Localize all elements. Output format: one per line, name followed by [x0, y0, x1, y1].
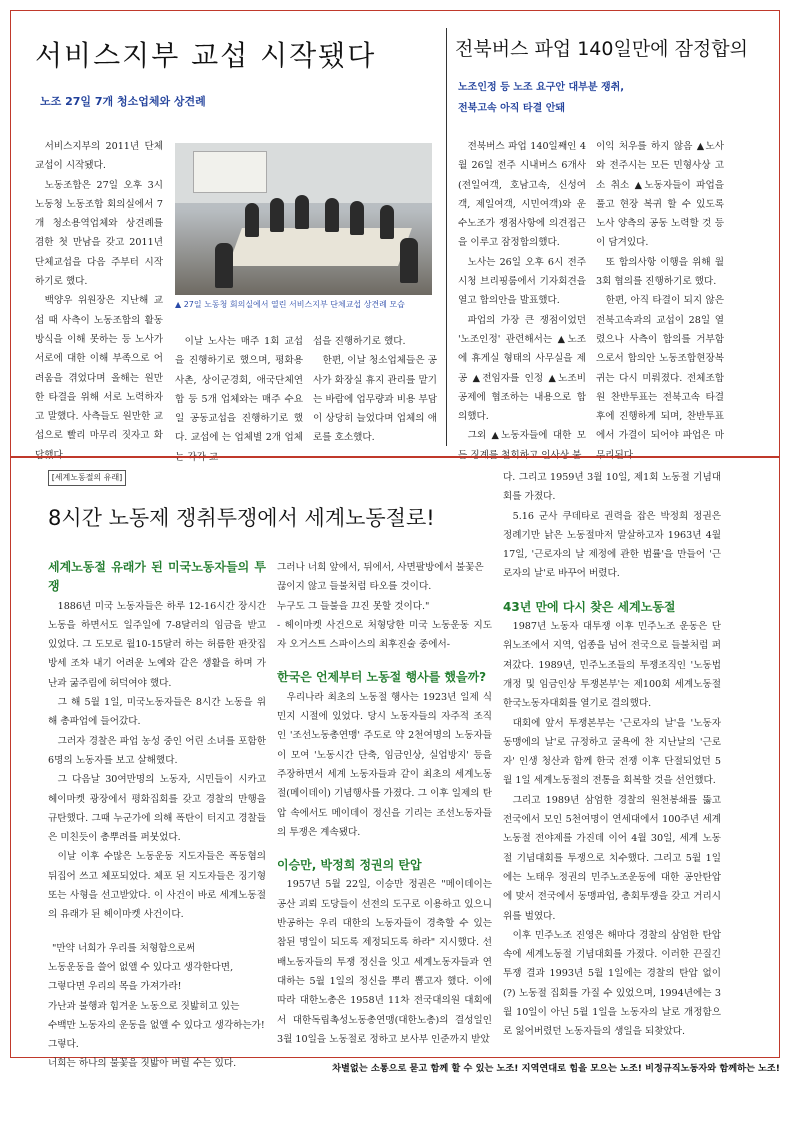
section-box-label: [세계노동절의 유래] — [48, 470, 126, 486]
paragraph: 백양우 위원장은 지난해 교섭 때 사측이 노동조합의 활동방식을 이해 못하는 등 노사가 서로에 대한 이해 부족으로 어려움을 겪었다며 올해는 원만한 타결을 위해 서로 노력하자고 말했다. 사측들도 원만한 교섭으로 빨리 마무리 짓자고 화 — [35, 295, 163, 442]
quote-line: "만약 너희가 우리를 처형함으로써 — [52, 942, 196, 954]
quote-line: 가난과 불행과 힘겨운 노동으로 짓밟히고 있는 — [48, 1000, 240, 1012]
paragraph: 또 합의사항 이행을 위해 월 3회 협의를 진행하기로 했다. — [596, 256, 724, 288]
right-article-col2 — [596, 137, 724, 465]
paragraph: 다. 그리고 1959년 3월 10일, 제1회 노동절 기념대회를 가졌다. — [503, 472, 721, 503]
paragraph: 1957년 5월 22일, 이승만 정권은 "메이데이는 공산 괴뢰 도당들이 선전의 도구로 이용하고 있으니 반공하는 우리 대한의 노동자들이 경축할 수 있는 참된 명일이 되도록 제정되도록 하라" 지시했다. 선배노동자들의 투쟁 정신을 잇고 세계노동자들과 연대하는 5월 1일의 정신을 뿌리 뽑고자 했다. 이에 따라 대한노총은 1958년 11차 전국대의원 대회에서 대한독립촉성노동총연맹(대한노총)의 결성일인 3월 10일을 노동절로 정하고 보사부 인준까지 받았 — [277, 879, 492, 1045]
mayday-col2 — [277, 558, 492, 1049]
subhead: 한국은 언제부터 노동절 행사를 했을까? — [277, 670, 487, 685]
paragraph: 이익 처우를 하지 않음 ▲노사와 전주시는 모든 민형사상 고소 취소 ▲노동자들이 파업을 풀고 현장 복귀 할 수 있도록 노사 양측의 공동 노력할 것 등이 담겨있다. — [596, 141, 724, 249]
photo-caption: ▲ 27일 노동청 회의실에서 열린 서비스지부 단체교섭 상견례 모습 — [175, 300, 405, 309]
mayday-title: 8시간 노동제 쟁취투쟁에서 세계노동절로! — [48, 506, 435, 530]
quote-line: 너희는 하나의 불꽃을 짓밟아 버릴 수는 있다. — [48, 1058, 237, 1070]
paragraph: 이날 이후 수많은 노동운동 지도자들은 폭동혐의 뒤집어 쓰고 체포되었다. 체포 된 지도자들은 징기형 또는 사형을 선고받았다. 이 사건이 바로 세계노동절의 유래가 된 헤이마켓 사건이다. — [48, 851, 266, 921]
paragraph: 한편, 아직 타결이 되지 않은 전북고속과의 교섭이 28일 열렸으나 사측이 합의를 거부함으로서 합의안 노동조합현장복귀는 다시 미뤄졌다. 전체조합원 찬반투표는 전북고속 타결 후에 진행하게 되며, 찬반투표에서 가결이 되어야 파업은 마 — [596, 295, 724, 442]
left-article-col1 — [35, 137, 163, 465]
quote-line: 노동운동을 쓸어 없앨 수 있다고 생각한다면, — [48, 961, 234, 973]
column-divider — [446, 28, 447, 446]
paragraph: 그리고 1989년 삼엄한 경찰의 원천봉쇄를 뚫고 전국에서 모인 5천여명이 연세대에서 100주년 세계노동절 전야제를 가진데 이어 4월 30일, 세계 노동절 기념대회를 투쟁으로 치수했다. 그리고 5월 1일에는 노태우 정권의 민주노조운동에 대한 공안탄압에 맞서 전국에서 동맹파업, 총회투쟁을 갖고 거리시위를 벌였다. — [503, 794, 721, 922]
paragraph: 5.16 군사 쿠데타로 권력을 잡은 박정희 정권은 정례기만 낡은 노동절마저 말살하고자 1963년 4월 17일, '근로자의 날 제정에 관한 법률'을 만들어 '근로자의 날'로 바꾸어 버렸다. — [503, 510, 721, 580]
paragraph: 한편, 이날 청소업체들은 공사가 화장실 휴지 관리를 맡기는 바람에 업무량과 비용 부담이 상당히 늘었다며 업체의 애로를 호소했다. — [313, 355, 437, 444]
right-article-title: 전북버스 파업 140일만에 잠정합의 — [455, 38, 748, 60]
paragraph: 1886년 미국 노동자들은 하루 12-16시간 장시간 노동을 하면서도 일주일에 7-8달러의 임금을 받고 있었다. 그 도모로 월10-15달러 하는 허름한 판잣집 방세 조차 내기 어려운 노예와 같은 생활을 하며 가난과 굶주림에 허덕여야 했다. — [48, 600, 266, 689]
quote-line: 그러나 너희 앞에서, 뒤에서, 사면팔방에서 불꽃은 — [277, 562, 484, 573]
left-article-col2 — [175, 332, 303, 467]
paragraph: 서비스지부의 2011년 단체교섭이 시작됐다. — [35, 141, 163, 172]
right-article-subtitle-1: 노조인정 등 노조 요구안 대부분 쟁취, — [458, 82, 625, 93]
paragraph: 그 다음날 30여만명의 노동자, 시민들이 시카고 헤이마켓 광장에서 평화집회를 갖고 경찰의 만행을 규탄했다. 그때 누군가에 의해 폭탄이 터지고 경찰들은 미친듯이 총뿌려를 퍼붓었다. — [48, 774, 266, 844]
paragraph: 우리나라 최초의 노동절 행사는 1923년 일제 식민지 시절에 있었다. 당시 노동자들의 자주적 조직인 '조선노동총연맹' 주도로 약 2천여명의 노동자들이 모여 '노동시간 단축, 임금인상, 실업방지' 등을 주장하면서 세계 노동자들과 같이 최초의 세계노동절(메이데이) 기념행사를 가졌다. 그 이후 일제의 탄압 속에서도 메이데이 정신을 기리는 조선노동자들의 투쟁은 계속됐다. — [277, 691, 492, 838]
quote-line: 수백만 노동자의 운동을 없앨 수 있다고 생각하는가! — [48, 1019, 265, 1031]
paragraph: 섭을 진행하기로 했다. — [313, 336, 406, 347]
paragraph: 대회에 앞서 투쟁본부는 '근로자의 날'을 '노동자 동맹에의 날'로 규정하고 굴욕에 찬 지난날의 '근로자' 인생 청산과 함께 한국 전쟁 이후 단절되었던 5월 1일 세계노동절의 전통을 회복할 것을 선언했다. — [503, 717, 721, 787]
paragraph: 1987년 노동자 대투쟁 이후 민주노조 운동은 단위노조에서 지역, 업종을 넘어 전국으로 들불처럼 퍼져갔다. 1989년, 민주노조들의 투쟁조직인 '노동법 개정 및 임금인상 투쟁본부'는 제100회 세계노동절 한국노동자대회를 열기로 결의했다. — [503, 621, 721, 710]
subhead: 세계노동절 유래가 된 미국노동자들의 투쟁 — [48, 560, 266, 594]
left-article-subtitle: 노조 27일 7개 청소업체와 상견례 — [40, 95, 206, 108]
paragraph: 노동조합은 27일 오후 3시 노동청 노동조합 회의실에서 7개 청소용역업체와 상견례를 겸한 첫 만남을 갖고 2011년 단체교섭을 다음 주부터 시작하기로 했다. — [35, 179, 163, 288]
meeting-photo — [175, 143, 432, 295]
paragraph: 그외 ▲노동자들에 대한 모 — [467, 430, 586, 442]
left-article-col3 — [313, 332, 437, 448]
section-divider — [10, 456, 780, 458]
quote-line: 누구도 그 들불을 끄진 못할 것이다." — [277, 600, 430, 612]
paragraph: 그러자 경찰은 파업 농성 중인 어린 소녀를 포함한 6명의 노동자를 보고 살해했다. — [48, 735, 266, 766]
paragraph: 그 해 5월 1일, 미국노동자들은 8시간 노동을 위해 총파업에 들어갔다. — [48, 697, 266, 728]
paragraph: 파업의 가장 큰 쟁점이었던 '노조인정' 관련해서는 ▲노조에 휴게실 형태의 사무실을 제공 ▲전임자를 인정 ▲노조비 공제에 협조하는 내용으로 합의했다. — [458, 314, 586, 423]
quote-line: - 헤이마켓 사건으로 처형당한 미국 노동운동 지도자 오거스트 스파이스의 최후진술 중에서- — [277, 619, 492, 651]
paragraph: 전북버스 파업 140일째인 4월 26일 전주 시내버스 6개사(전일여객, 호남고속, 신성여객, 제일여객, 시민여객)와 운수노조가 쟁점사항에 의견접근을 이루고 잠정합의했다. — [458, 141, 586, 249]
right-article-subtitle-2: 전북고속 아직 타결 안돼 — [458, 103, 566, 114]
left-article-title: 서비스지부 교섭 시작됐다 — [35, 39, 377, 72]
quote-line: 그렇다면 우리의 목을 가져가라! — [48, 981, 182, 993]
subhead: 43년 만에 다시 찾은 세계노동절 — [503, 599, 676, 614]
footer-slogan: 차별없는 소통으로 묻고 함께 할 수 있는 노조! 지역연대로 힘을 모으는 노조! 비정규직노동자와 함께하는 노조! — [332, 1063, 780, 1074]
quote-line: 그렇다. — [48, 1039, 79, 1051]
subhead: 이승만, 박정희 정권의 탄압 — [277, 858, 422, 873]
mayday-col3 — [503, 468, 721, 1042]
quote-line: 끊이지 않고 들불처럼 타오를 것이다. — [277, 581, 432, 593]
paragraph: 노사는 26일 오후 6시 전주시청 브리핑룸에서 기자회견을 열고 합의안을 발표했다. — [458, 256, 586, 307]
paragraph: 이후 민주노조 진영은 해마다 경찰의 삼엄한 탄압 속에 세계노동절 기념대회를 가졌다. 이러한 끈질긴 투쟁 결과 1993년 5월 1일에는 경찰의 탄압 없이 (?) 노동절 집회를 가질 수 있었으며, 1994년에는 3월 10일이 아닌 5월 1일을 노동자의 날로 개정함으로 잃어버렸던 노동자들의 생일을 되찾았다. — [503, 929, 721, 1038]
paragraph: 이날 노사는 매주 1회 교섭을 진행하기로 했으며, 평화용사촌, 상이군경회, 애국단체연합 등 5개 업체와는 매주 수요일 공동교섭을 진행하기로 했다. 교섭에 는 업체별 2개 업체 — [175, 336, 303, 444]
right-article-col1 — [458, 137, 586, 465]
mayday-col1 — [48, 558, 266, 1074]
